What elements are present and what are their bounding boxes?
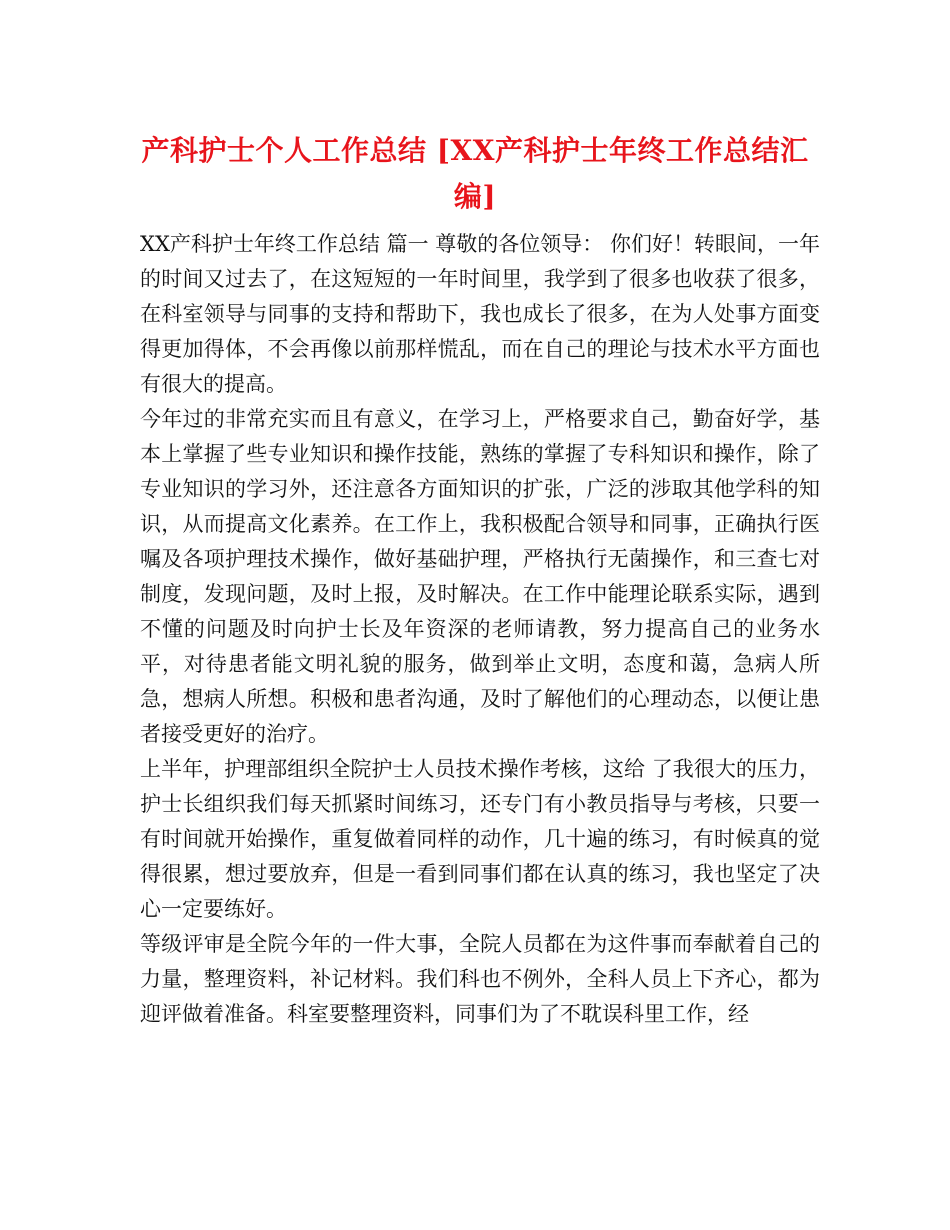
document-title: 产科护士个人工作总结 [XX产科护士年终工作总结汇编] bbox=[141, 134, 809, 213]
paragraph: 等级评审是全院今年的一件大事，全院人员都在为这件事而奉献着自己的力量，整理资料，补记材料。我们科也不例外，全科人员上下齐心，都为迎评做着准备。科室要整理资料，同事们为了不耽误科里工作，经 bbox=[140, 932, 820, 1026]
paragraph: XX产科护士年终工作总结 篇一 尊敬的各位领导： 你们好！转眼间，一年的时间又过去了，在这短短的一年时间里，我学到了很多也收获了很多，在科室领导与同事的支持和帮助下，我也成长了很多，在为人处事方面变得更加得体，不会再像以前那样慌乱，而在自己的理论与技术水平方面也有很大的提高。 bbox=[140, 232, 820, 396]
paragraph: 今年过的非常充实而且有意义，在学习上，严格要求自己，勤奋好学，基本上掌握了些专业知识和操作技能，熟练的掌握了专科知识和操作，除了专业知识的学习外，还注意各方面知识的扩张，广泛的涉取其他学科的知识，从而提高文化素养。在工作上，我积极配合领导和同事，正确执行医嘱及各项护理技术操作，做好基础护理，严格执行无菌操作，和三查七对制度，发现问题，及时上报，及时解决。在工作中能理论联系实际，遇到不懂的问题及时向护士长及年资深的老师请教，努力提高自己的业务水平，对待患者能文明礼貌的服务，做到举止文明，态度和蔼，急病人所急，想病人所想。积极和患者沟通，及时了解他们的心理动态，以便让患者接受更好的治疗。 bbox=[140, 407, 820, 746]
document-body bbox=[140, 227, 820, 1032]
paragraph: 上半年，护理部组织全院护士人员技术操作考核，这给 了我很大的压力，护士长组织我们每天抓紧时间练习，还专门有小教员指导与考核，只要一有时间就开始操作，重复做着同样的动作，几十遍的练习，有时候真的觉得很累，想过要放弃，但是一看到同事们都在认真的练习，我也坚定了决心一定要练好。 bbox=[140, 757, 820, 921]
